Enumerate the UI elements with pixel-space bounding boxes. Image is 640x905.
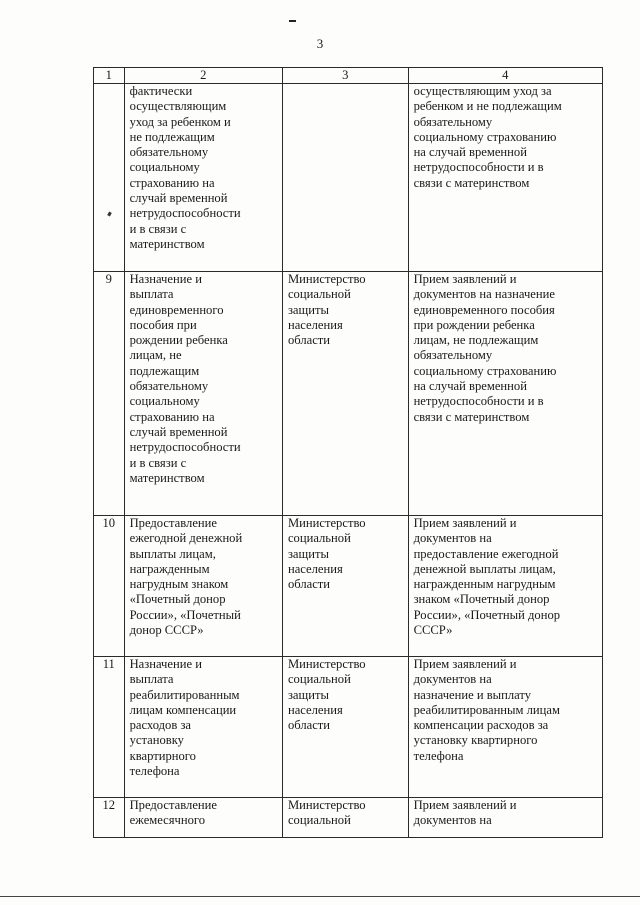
service-description: Прием заявлений и документов на предоставление ежегодной денежной выплаты лицам, награжденным нагрудным знаком «Почетный донор России», «Почетный донор СССР» <box>408 516 602 657</box>
responsible-authority <box>282 84 408 272</box>
services-table <box>93 67 603 838</box>
service-name: Предоставление ежегодной денежной выплаты лицам, награжденным нагрудным знаком «Почетный донор России», «Почетный донор СССР» <box>124 516 282 657</box>
responsible-authority: Министерство социальной защиты населения области <box>282 657 408 798</box>
row-number: 11 <box>94 657 125 798</box>
header-col-2: 2 <box>124 68 282 84</box>
table-row <box>94 798 603 838</box>
responsible-authority: Министерство социальной <box>282 798 408 838</box>
table-row <box>94 272 603 516</box>
header-col-4: 4 <box>408 68 602 84</box>
row-number <box>94 84 125 272</box>
service-name: Назначение и выплата реабилитированным лицам компенсации расходов за установку квартирного телефона <box>124 657 282 798</box>
table-row <box>94 657 603 798</box>
responsible-authority: Министерство социальной защиты населения области <box>282 272 408 516</box>
table-row <box>94 516 603 657</box>
header-col-3: 3 <box>282 68 408 84</box>
service-description: Прием заявлений и документов на назначение единовременного пособия при рождении ребенка лицам, не подлежащим обязательному социальному страхованию на случай временной нетрудоспособности и в связи с материнством <box>408 272 602 516</box>
row-number: 10 <box>94 516 125 657</box>
header-col-1: 1 <box>94 68 125 84</box>
service-description: Прием заявлений и документов на назначение и выплату реабилитированным лицам компенсации расходов за установку квартирного телефона <box>408 657 602 798</box>
service-name: фактически осуществляющим уход за ребенком и не подлежащим обязательному социальному страхованию на случай временной нетрудоспособности и в связи с материнством <box>124 84 282 272</box>
page-number: 3 <box>316 36 324 51</box>
service-name: Назначение и выплата единовременного пособия при рождении ребенка лицам, не подлежащим обязательному социальному страхованию на случай временной нетрудоспособности и в связи с материнством <box>124 272 282 516</box>
header-row <box>94 68 603 84</box>
responsible-authority: Министерство социальной защиты населения области <box>282 516 408 657</box>
table-row <box>94 84 603 272</box>
row-number: 12 <box>94 798 125 838</box>
scan-bottom-edge <box>0 896 640 897</box>
service-description: осуществляющим уход за ребенком и не подлежащим обязательному социальному страхованию на случай временной нетрудоспособности и в связи с материнством <box>408 84 602 272</box>
row-number: 9 <box>94 272 125 516</box>
service-description: Прием заявлений и документов на <box>408 798 602 838</box>
service-name: Предоставление ежемесячного <box>124 798 282 838</box>
scan-mark <box>289 20 296 22</box>
